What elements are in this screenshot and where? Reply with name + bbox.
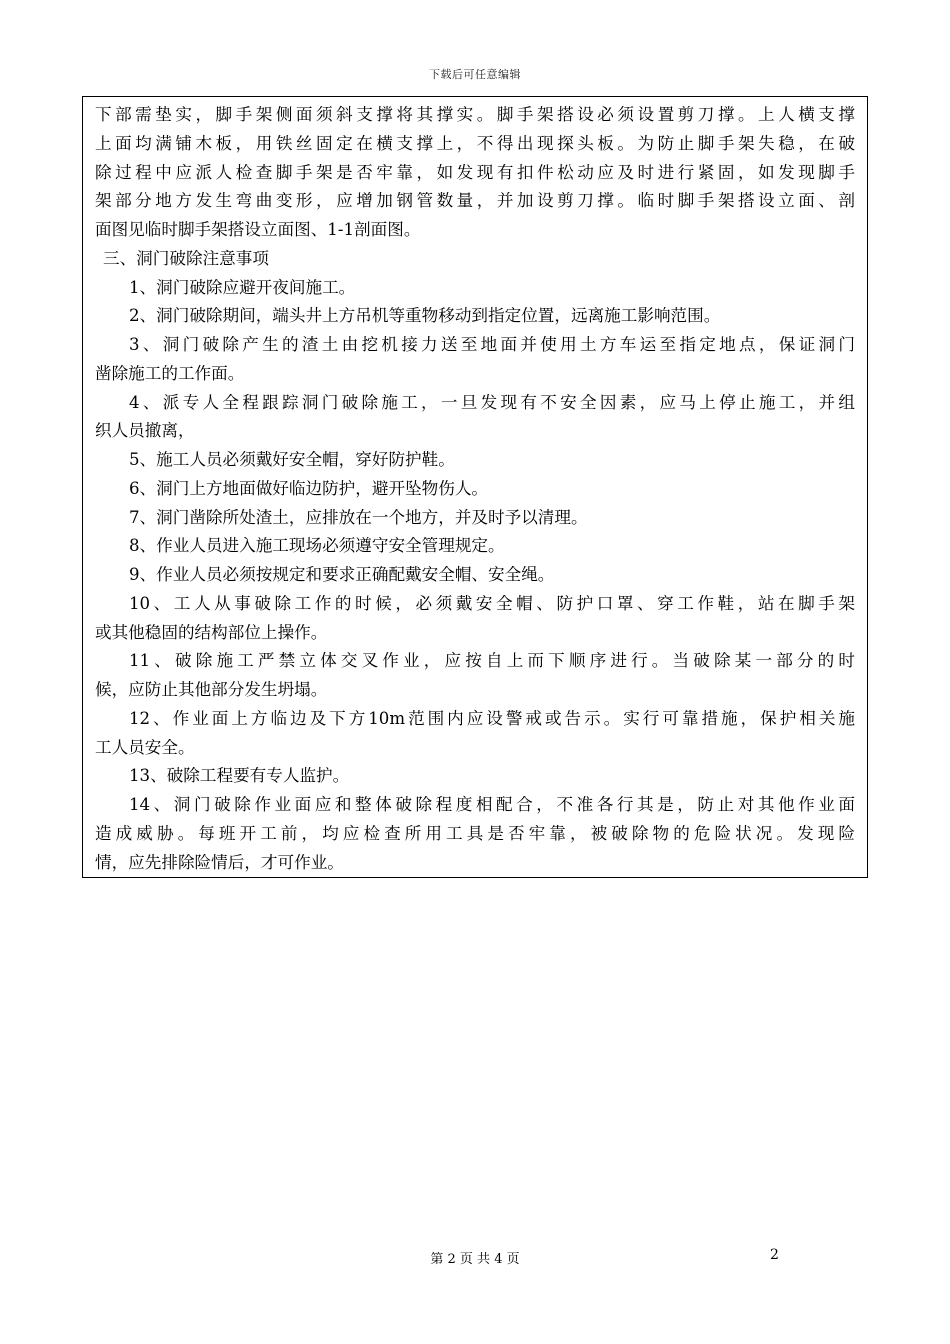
body-text-line: 候，应防止其他部分发生坍塌。	[95, 680, 328, 699]
footer-page-label: 第 2 页 共 4 页	[430, 1252, 520, 1267]
body-text-line: 下部需垫实，脚手架侧面须斜支撑将其撑实。脚手架搭设必须设置剪刀撑。上人横支撑	[95, 105, 855, 124]
body-text-line: 情，应先排除险情后，才可作业。	[95, 852, 344, 872]
body-text-line: 5、施工人员必须戴好安全帽，穿好防护鞋。	[129, 450, 455, 469]
body-text-line: 2、洞门破除期间，端头井上方吊机等重物移动到指定位置，远离施工影响范围。	[129, 306, 721, 326]
body-text-line: 工人员安全。	[95, 737, 195, 757]
body-text-line: 造成威胁。每班开工前，均应检查所用工具是否牢靠，被破除物的危险状况。发现险	[95, 823, 855, 843]
body-text-line: 11、破除施工严禁立体交叉作业，应按自上而下顺序进行。当破除某一部分的时	[129, 651, 855, 671]
body-text-line: 三、洞门破除注意事项	[103, 248, 269, 268]
body-text-line: 织人员撤离，	[95, 421, 195, 441]
body-text-line: 除过程中应派人检查脚手架是否牢靠，如发现有扣件松动应及时进行紧固，如发现脚手	[95, 162, 855, 182]
body-text-line: 6、洞门上方地面做好临边防护，避开坠物伤人。	[129, 478, 489, 498]
body-text-line: 14、洞门破除作业面应和整体破除程度相配合，不准各行其是，防止对其他作业面	[129, 795, 855, 814]
watermark-text: 下载后可任意编辑	[429, 68, 521, 81]
body-text-line: 12、作业面上方临边及下方10m范围内应设警戒或告示。实行可靠措施，保护相关施	[129, 708, 855, 728]
body-text-line: 8、作业人员进入施工现场必须遵守安全管理规定。	[129, 536, 505, 556]
body-text-line: 10、工人从事破除工作的时候，必须戴安全帽、防护口罩、穿工作鞋，站在脚手架	[129, 593, 855, 613]
body-text-line: 4、派专人全程跟踪洞门破除施工，一旦发现有不安全因素，应马上停止施工，并组	[129, 392, 855, 412]
footer-page-number: 2	[770, 1247, 779, 1263]
content-table-cell	[82, 96, 868, 878]
body-text-line: 7、洞门凿除所处渣土，应排放在一个地方，并及时予以清理。	[129, 507, 588, 527]
body-text-line: 凿除施工的工作面。	[95, 363, 245, 383]
body-text-line: 面图见临时脚手架搭设立面图、1-1剖面图。	[95, 220, 421, 239]
body-text-line: 或其他稳固的结构部位上操作。	[95, 622, 328, 642]
body-text-line: 13、破除工程要有专人监护。	[129, 766, 350, 786]
body-text-line: 3、洞门破除产生的渣土由挖机接力送至地面并使用土方车运至指定地点，保证洞门	[129, 335, 855, 354]
body-text-line: 架部分地方发生弯曲变形，应增加钢管数量，并加设剪刀撑。临时脚手架搭设立面、剖	[95, 191, 855, 211]
body-text-line: 9、作业人员必须按规定和要求正确配戴安全帽、安全绳。	[129, 565, 555, 584]
body-text-line: 1、洞门破除应避开夜间施工。	[129, 277, 356, 297]
body-text-line: 上面均满铺木板，用铁丝固定在横支撑上，不得出现探头板。为防止脚手架失稳，在破	[95, 133, 855, 153]
